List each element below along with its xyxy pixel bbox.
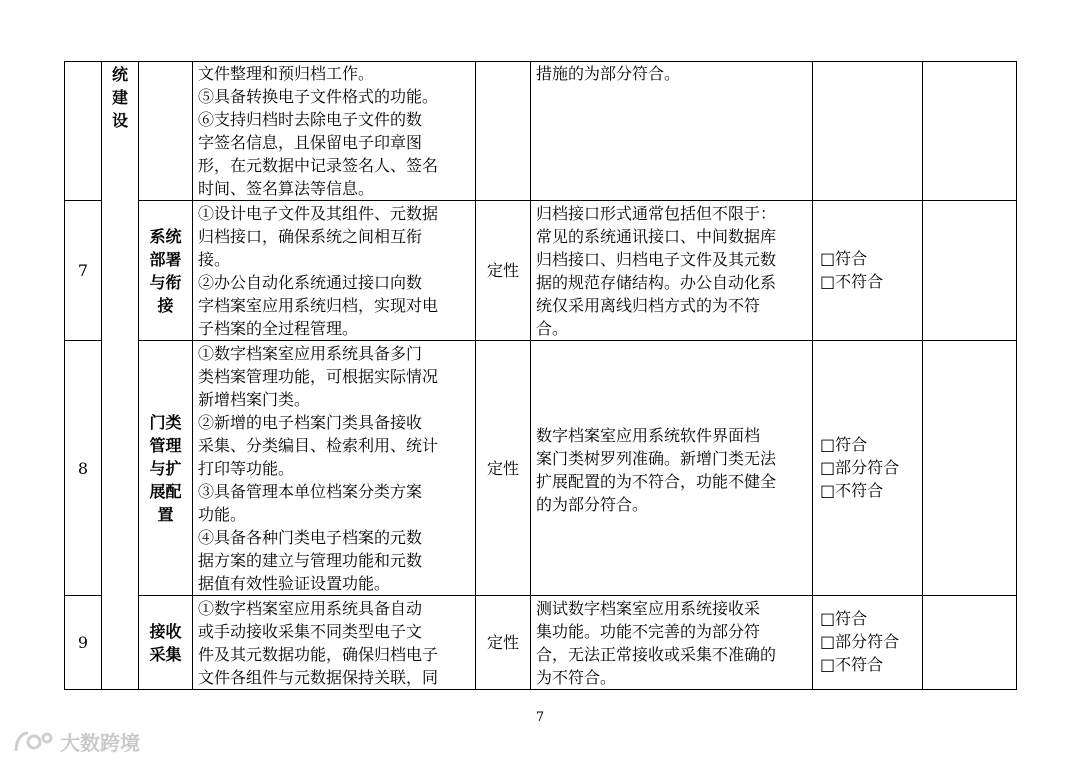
option-nonconform[interactable]: □不符合 bbox=[820, 655, 884, 674]
category-label: 统 建 设 bbox=[111, 65, 128, 130]
row-divider bbox=[138, 200, 1017, 201]
method-cell: 数字档案室应用系统软件界面档 案门类树罗列准确。新增门类无法 扩展配置的为不符合，功能不健全 的为部分符合。 bbox=[536, 426, 777, 514]
option-partial[interactable]: □部分符合 bbox=[820, 632, 900, 651]
option-conform[interactable]: □符合 bbox=[820, 435, 868, 454]
row-number: 9 bbox=[77, 633, 89, 652]
item-name: 系统 部署 与衔 接 bbox=[149, 226, 182, 315]
col-divider bbox=[530, 61, 531, 690]
option-group bbox=[820, 247, 920, 293]
requirement-cell: 文件整理和预归档工作。 ⑤具备转换电子文件格式的功能。 ⑥支持归档时去除电子文件的数 字签名信息，且保留电子印章图 形，在元数据中记录签名人、签名 时间、签名算法等信息。 bbox=[198, 64, 439, 198]
option-nonconform[interactable]: □不符合 bbox=[820, 481, 884, 500]
watermark-logo-icon bbox=[12, 729, 56, 755]
col-divider bbox=[192, 61, 193, 690]
evaluation-type: 定性 bbox=[486, 458, 519, 478]
row-divider bbox=[138, 595, 1017, 596]
col-divider bbox=[1016, 61, 1017, 690]
col-divider bbox=[812, 61, 813, 690]
option-conform[interactable]: □符合 bbox=[820, 249, 868, 268]
row-number: 7 bbox=[77, 261, 89, 280]
method-cell: 归档接口形式通常包括但不限于： 常见的系统通讯接口、中间数据库 归档接口、归档电子文件及其元数 据的规范存储结构。办公自动化系 统仅采用离线归档方式的为不符 合。 bbox=[536, 204, 777, 338]
method-cell: 测试数字档案室应用系统接收采 集功能。功能不完善的为部分符 合，无法正常接收或采集不准确的 为不符合。 bbox=[536, 599, 777, 687]
evaluation-type: 定性 bbox=[486, 261, 519, 280]
col-divider bbox=[101, 61, 102, 690]
method-cell: 措施的为部分符合。 bbox=[536, 64, 681, 83]
page-number: 7 bbox=[535, 710, 545, 725]
requirement-cell: ①数字档案室应用系统具备自动 或手动接收采集不同类型电子文 件及其元数据功能，确保归档电子 文件各组件与元数据保持关联，同 bbox=[198, 599, 439, 687]
watermark-text: 大数跨境 bbox=[60, 731, 140, 755]
table-bottom-border bbox=[64, 689, 1017, 690]
col-divider bbox=[922, 61, 923, 690]
option-nonconform[interactable]: □不符合 bbox=[820, 272, 884, 291]
evaluation-type: 定性 bbox=[486, 633, 519, 652]
row-divider bbox=[138, 340, 1017, 341]
item-name: 门类 管理 与扩 展配 置 bbox=[149, 412, 182, 524]
item-name: 接收 采集 bbox=[149, 621, 182, 664]
option-group bbox=[820, 607, 920, 676]
option-conform[interactable]: □符合 bbox=[820, 609, 868, 628]
option-group bbox=[820, 433, 920, 502]
watermark bbox=[12, 727, 140, 756]
requirement-cell: ①数字档案室应用系统具备多门 类档案管理功能，可根据实际情况 新增档案门类。 ②新增的电子档案门类具备接收 采集、分类编目、检索利用、统计 打印等功能。 ③具备管理本单位档案分类方案 功能。 ④具备各种门类电子档案的元数 据方案的建立与管理功能和元数 据值有效性验证设置功能。 bbox=[198, 344, 439, 593]
option-partial[interactable]: □部分符合 bbox=[820, 458, 900, 477]
row-number: 8 bbox=[77, 458, 89, 478]
requirement-cell: ①设计电子文件及其组件、元数据 归档接口，确保系统之间相互衔 接。 ②办公自动化系统通过接口向数 字档案室应用系统归档，实现对电 子档案的全过程管理。 bbox=[198, 204, 439, 338]
